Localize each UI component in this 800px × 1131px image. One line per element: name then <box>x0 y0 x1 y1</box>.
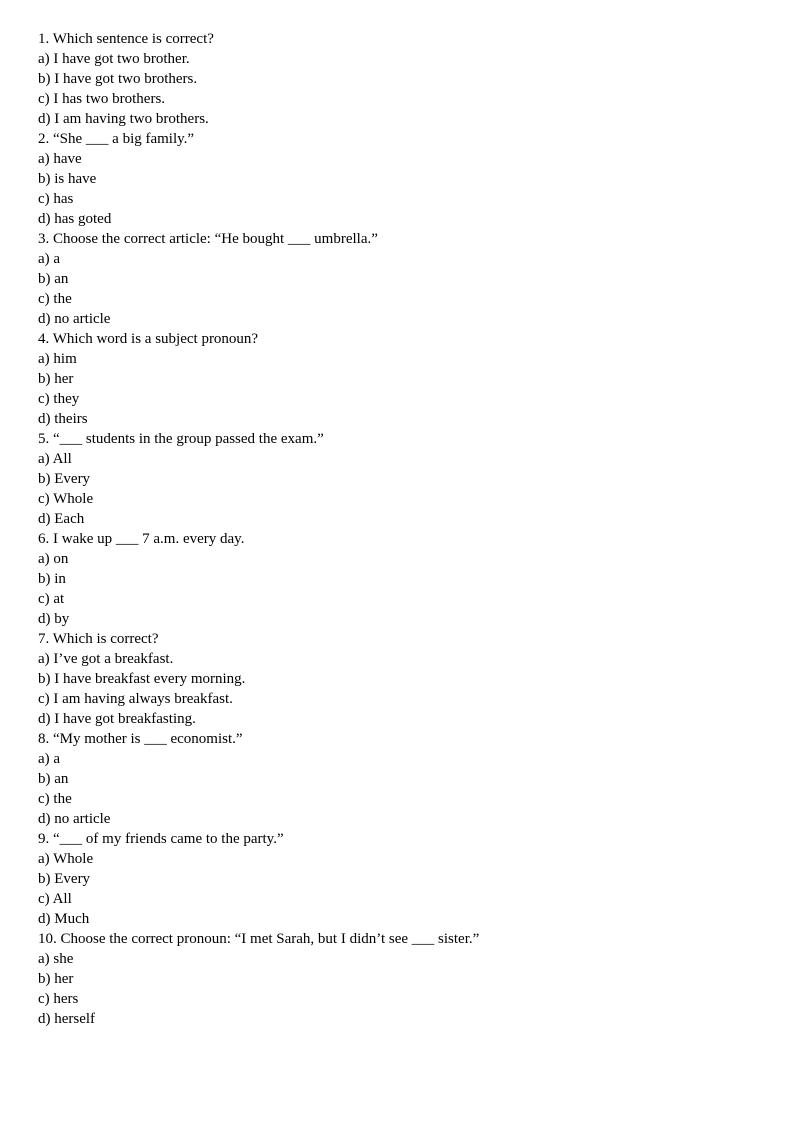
question-7 <box>38 629 778 729</box>
question-4 <box>38 329 778 429</box>
question-prompt: 8. “My mother is ___ economist.” <box>38 731 243 747</box>
answer-option-c: c) All <box>38 891 72 907</box>
answer-option-d: d) Each <box>38 511 85 527</box>
question-6 <box>38 529 778 629</box>
question-3 <box>38 229 778 329</box>
answer-option-b: b) an <box>38 271 69 287</box>
answer-option-c: c) Whole <box>38 491 94 507</box>
question-prompt: 9. “___ of my friends came to the party.” <box>38 831 284 847</box>
question-prompt: 4. Which word is a subject pronoun? <box>38 331 259 347</box>
answer-option-b: b) I have breakfast every morning. <box>38 671 246 687</box>
answer-option-b: b) is have <box>38 171 97 187</box>
question-prompt: 1. Which sentence is correct? <box>38 31 214 47</box>
answer-option-d: d) by <box>38 611 70 627</box>
answer-option-d: d) has goted <box>38 211 112 227</box>
answer-option-b: b) Every <box>38 471 91 487</box>
answer-option-b: b) I have got two brothers. <box>38 71 198 87</box>
question-1 <box>38 29 778 129</box>
answer-option-d: d) no article <box>38 311 111 327</box>
answer-option-d: d) Much <box>38 911 90 927</box>
answer-option-c: c) I am having always breakfast. <box>38 691 233 707</box>
answer-option-c: c) at <box>38 591 65 607</box>
question-prompt: 5. “___ students in the group passed the exam.” <box>38 431 324 447</box>
answer-option-a: a) she <box>38 951 74 967</box>
answer-option-c: c) the <box>38 791 72 807</box>
answer-option-a: a) All <box>38 451 72 467</box>
answer-option-b: b) Every <box>38 871 91 887</box>
answer-option-a: a) a <box>38 751 61 767</box>
answer-option-b: b) her <box>38 971 74 987</box>
question-8 <box>38 729 778 829</box>
answer-option-d: d) I have got breakfasting. <box>38 711 196 727</box>
question-2 <box>38 129 778 229</box>
answer-option-a: a) a <box>38 251 61 267</box>
answer-option-a: a) I’ve got a breakfast. <box>38 651 174 667</box>
answer-option-b: b) in <box>38 571 66 587</box>
question-9 <box>38 829 778 929</box>
answer-option-a: a) have <box>38 151 82 167</box>
question-10 <box>38 929 778 1029</box>
question-prompt: 6. I wake up ___ 7 a.m. every day. <box>38 531 245 547</box>
quiz-document <box>38 29 778 1029</box>
question-prompt: 10. Choose the correct pronoun: “I met Sarah, but I didn’t see ___ sister.” <box>38 931 480 947</box>
answer-option-b: b) an <box>38 771 69 787</box>
answer-option-d: d) I am having two brothers. <box>38 111 209 127</box>
answer-option-c: c) they <box>38 391 80 407</box>
question-prompt: 7. Which is correct? <box>38 631 159 647</box>
answer-option-d: d) no article <box>38 811 111 827</box>
question-5 <box>38 429 778 529</box>
answer-option-a: a) I have got two brother. <box>38 51 190 67</box>
answer-option-a: a) Whole <box>38 851 94 867</box>
answer-option-b: b) her <box>38 371 74 387</box>
answer-option-d: d) herself <box>38 1011 96 1027</box>
answer-option-c: c) the <box>38 291 72 307</box>
answer-option-a: a) him <box>38 351 77 367</box>
answer-option-c: c) I has two brothers. <box>38 91 166 107</box>
answer-option-c: c) hers <box>38 991 79 1007</box>
question-prompt: 2. “She ___ a big family.” <box>38 131 195 147</box>
answer-option-a: a) on <box>38 551 69 567</box>
question-prompt: 3. Choose the correct article: “He bought ___ umbrella.” <box>38 231 378 247</box>
answer-option-d: d) theirs <box>38 411 88 427</box>
answer-option-c: c) has <box>38 191 74 207</box>
